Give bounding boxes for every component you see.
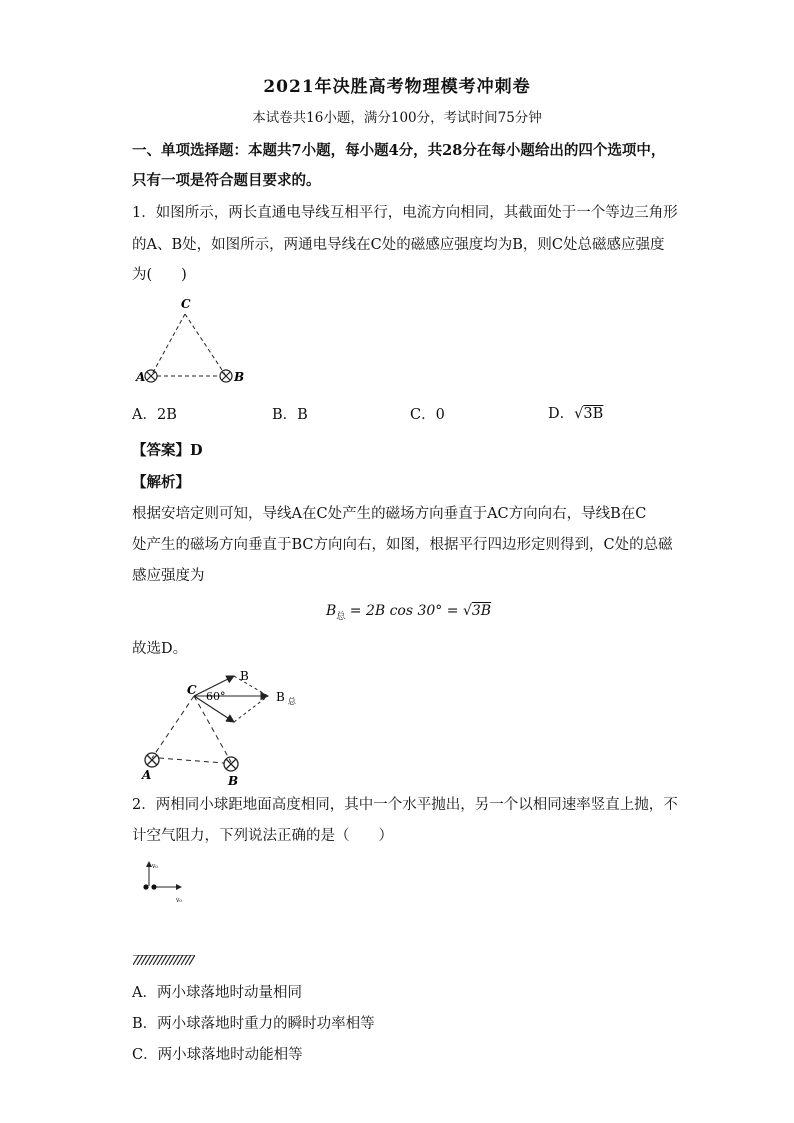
q1-option-d	[548, 405, 603, 423]
v0-up-label: v₀	[152, 863, 158, 870]
edge-bc	[185, 314, 226, 376]
q2-stem-line2: 计空气阻力，下列说法正确的是（ ）	[132, 828, 393, 844]
formula-subscript: 总	[336, 611, 346, 622]
option-d-prefix: D．	[548, 406, 575, 422]
option-d-body: 3B	[583, 406, 604, 422]
label-a: A	[136, 370, 146, 384]
edge-ac	[151, 314, 185, 376]
q2-balls-figure	[134, 856, 198, 910]
fig2-label-a: A	[142, 768, 152, 782]
sqrt-icon: √	[574, 406, 584, 422]
fig2-label-b: B	[228, 774, 239, 788]
section-heading-line2: 只有一项是符合题目要求的。	[132, 172, 321, 189]
q1-stem-line2: 的A、B处，如图所示，两通电导线在C处的磁感应强度均为B，则C处总磁感应强度	[132, 237, 665, 253]
v0-right-label: v₀	[176, 897, 182, 904]
answer-label: 【答案】D	[132, 442, 203, 459]
current-into-page-icon-a2	[145, 753, 159, 767]
formula-rhs: = 2B cos 30° =	[345, 603, 463, 619]
dash-ab	[159, 758, 224, 763]
fig2-angle: 60°	[206, 690, 226, 703]
dash-cb	[194, 696, 231, 762]
q2-stem-line1: 2．两相同小球距地面高度相同，其中一个水平抛出，另一个以相同速率竖直上抛，不	[132, 797, 678, 813]
q1-stem-line3: 为( )	[132, 267, 187, 283]
ball-1	[143, 884, 148, 889]
current-into-page-icon-a	[145, 370, 157, 382]
analysis-line1: 根据安培定则可知，导线A在C处产生的磁场方向垂直于AC方向向右，导线B在C	[132, 506, 647, 522]
q1-option-b: B．B	[272, 407, 308, 423]
ground-hatch	[133, 955, 195, 965]
current-into-page-icon-b	[220, 370, 232, 382]
q1-stem-line1: 1．如图所示，两长直通电导线互相平行，电流方向相同，其截面处于一个等边三角形	[132, 205, 678, 221]
current-into-page-icon-b2	[224, 757, 238, 771]
q1-option-c: C．0	[410, 407, 445, 423]
q1-triangle-figure	[130, 290, 260, 390]
label-b: B	[234, 370, 245, 384]
dash-ca	[152, 696, 194, 758]
formula-lhs: B	[326, 603, 337, 619]
analysis-heading: 【解析】	[132, 474, 190, 491]
q2-option-a: A．两小球落地时动量相同	[132, 985, 302, 1001]
analysis-line3: 感应强度为	[132, 568, 205, 584]
section-heading-line1: 一、单项选择题：本题共7小题，每小题4分，共28分在每小题给出的四个选项中，	[132, 142, 666, 159]
analysis-line2: 处产生的磁场方向垂直于BC方向向右，如图，根据平行四边形定则得到，C处的总磁	[132, 537, 673, 553]
label-c: C	[181, 297, 191, 311]
fig2-label-b-top: B	[240, 669, 249, 683]
ball-2	[151, 884, 156, 889]
formula-total-b	[326, 603, 491, 622]
formula-end: 3B	[471, 603, 492, 619]
fig2-label-c: C	[187, 683, 197, 697]
q1-vector-figure	[130, 664, 310, 792]
q2-option-b: B．两小球落地时重力的瞬时功率相等	[132, 1016, 375, 1032]
sqrt-icon: √	[462, 603, 472, 619]
page-subtitle: 本试卷共16小题，满分100分，考试时间75分钟	[252, 110, 542, 126]
parallelogram-bottom	[234, 696, 268, 722]
conclusion-text: 故选D。	[132, 641, 188, 657]
q2-option-c: C．两小球落地时动能相等	[132, 1047, 303, 1063]
q1-option-a: A．2B	[132, 407, 177, 423]
fig2-label-btotal: B $_总$	[276, 690, 296, 706]
page-title: 2021年决胜高考物理模考冲刺卷	[263, 77, 531, 97]
